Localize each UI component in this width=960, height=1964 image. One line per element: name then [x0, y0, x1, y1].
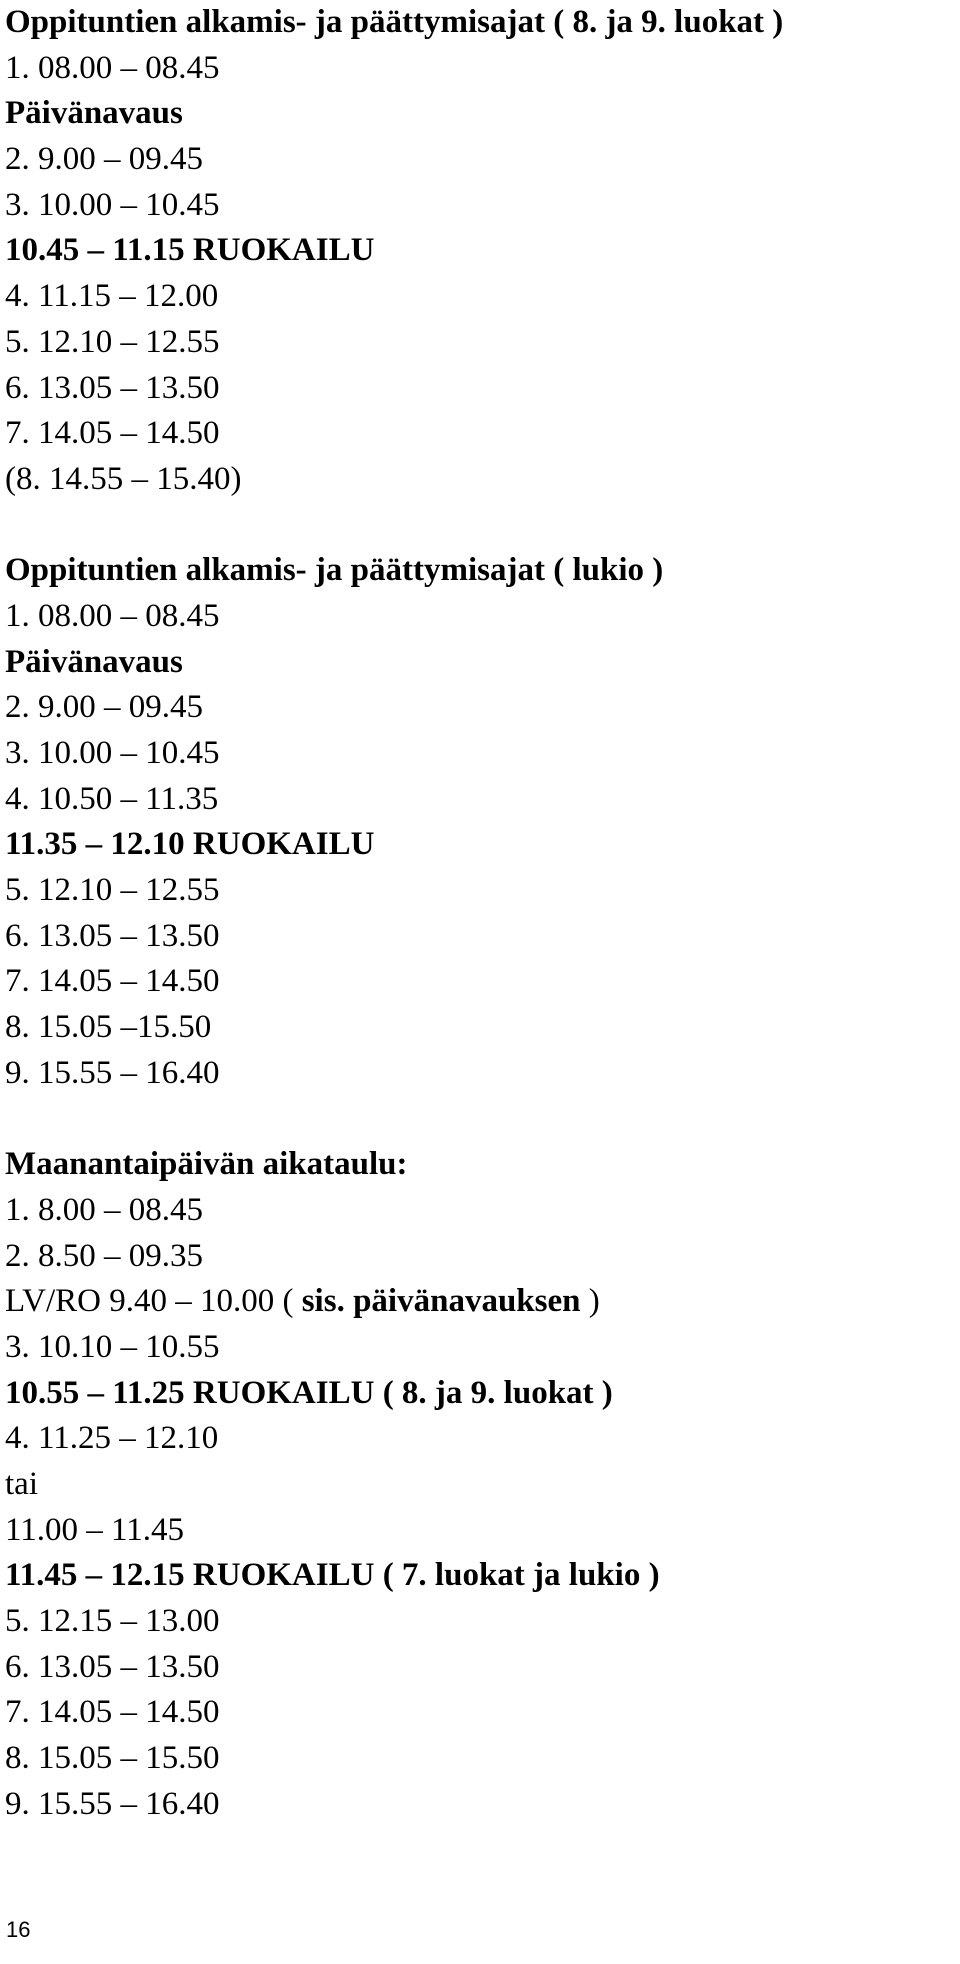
- section-spacer: [5, 503, 955, 549]
- schedule-line: 5. 12.10 – 12.55: [5, 872, 220, 909]
- section-heading: Oppituntien alkamis- ja päättymisajat ( lukio ): [5, 552, 664, 589]
- schedule-line: 1. 08.00 – 08.45: [5, 597, 220, 634]
- schedule-line: 2. 9.00 – 09.45: [5, 689, 203, 726]
- schedule-line: 1. 8.00 – 08.45: [5, 1191, 203, 1228]
- schedule-line: 6. 13.05 – 13.50: [5, 917, 220, 954]
- schedule-line: Päivänavaus: [5, 643, 183, 680]
- schedule-line: 11.45 – 12.15 RUOKAILU ( 7. luokat ja lukio ): [5, 1557, 660, 1594]
- schedule-section-lukio: [5, 548, 955, 1096]
- schedule-section-grades-8-9: [5, 0, 955, 503]
- schedule-section-monday: [5, 1142, 955, 1827]
- schedule-line: 4. 11.15 – 12.00: [5, 278, 219, 315]
- schedule-line: 10.55 – 11.25 RUOKAILU ( 8. ja 9. luokat ): [5, 1374, 613, 1411]
- schedule-line: 7. 14.05 – 14.50: [5, 963, 220, 1000]
- page-number: 16: [6, 1917, 31, 1942]
- schedule-line-bold-part: sis. päivänavauksen: [301, 1283, 581, 1320]
- schedule-line: 3. 10.10 – 10.55: [5, 1328, 220, 1365]
- schedule-line: 6. 13.05 – 13.50: [5, 369, 220, 406]
- schedule-line: 5. 12.15 – 13.00: [5, 1603, 220, 1640]
- schedule-line: 11.00 – 11.45: [5, 1511, 185, 1548]
- schedule-line: 9. 15.55 – 16.40: [5, 1054, 220, 1091]
- schedule-line: [5, 1279, 955, 1325]
- schedule-line: 5. 12.10 – 12.55: [5, 323, 220, 360]
- schedule-line: 7. 14.05 – 14.50: [5, 415, 220, 452]
- schedule-line: 3. 10.00 – 10.45: [5, 735, 220, 771]
- schedule-line: 2. 8.50 – 09.35: [5, 1237, 203, 1274]
- document-page: [5, 0, 955, 1828]
- schedule-line: 7. 14.05 – 14.50: [5, 1694, 220, 1731]
- schedule-line: 4. 10.50 – 11.35: [5, 780, 219, 817]
- schedule-line: 9. 15.55 – 16.40: [5, 1785, 220, 1822]
- schedule-line: Päivänavaus: [5, 95, 183, 132]
- section-heading: Oppituntien alkamis- ja päättymisajat ( 8. ja 9. luokat ): [5, 4, 784, 40]
- section-spacer: [5, 1097, 955, 1143]
- schedule-line-plain: LV/RO 9.40 – 10.00 ( sis. päivänavauksen ): [5, 1283, 600, 1320]
- schedule-line: 6. 13.05 – 13.50: [5, 1648, 220, 1685]
- schedule-line: 8. 15.05 – 15.50: [5, 1740, 220, 1777]
- schedule-line: 4. 11.25 – 12.10: [5, 1420, 219, 1457]
- schedule-line: 2. 9.00 – 09.45: [5, 141, 203, 178]
- schedule-line: 1. 08.00 – 08.45: [5, 49, 220, 86]
- schedule-line: 8. 15.05 –15.50: [5, 1009, 212, 1046]
- schedule-line: tai: [5, 1466, 38, 1502]
- section-heading: Maanantaipäivän aikataulu:: [5, 1146, 408, 1183]
- schedule-line: 11.35 – 12.10 RUOKAILU: [5, 826, 375, 863]
- schedule-line: 10.45 – 11.15 RUOKAILU: [5, 232, 375, 269]
- schedule-line: 3. 10.00 – 10.45: [5, 186, 220, 223]
- schedule-line: (8. 14.55 – 15.40): [5, 460, 242, 497]
